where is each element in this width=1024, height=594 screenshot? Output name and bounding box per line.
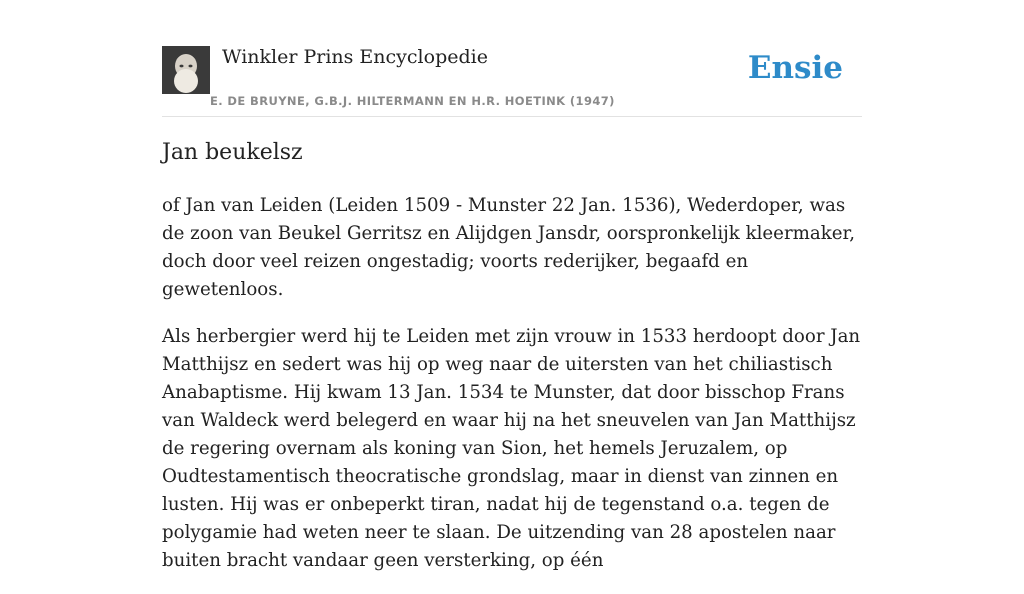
article-title: Jan beukelsz [162, 140, 303, 165]
article-body [162, 192, 862, 594]
author-portrait-icon[interactable] [162, 46, 210, 94]
ensie-logo[interactable]: Ensie [747, 50, 843, 86]
article-paragraph: of Jan van Leiden (Leiden 1509 - Munster 22 Jan. 1536), Wederdoper, was de zoon van Beukel Gerritsz en Alijdgen Jansdr, oorspronkelijk kleermaker, doch door veel reizen ongestadig; voorts rederijker, begaafd en gewetenloos. [162, 195, 855, 300]
source-title[interactable]: Winkler Prins Encyclopedie [222, 46, 488, 68]
authors-line: E. DE BRUYNE, G.B.J. HILTERMANN EN H.R. HOETINK (1947) [210, 94, 615, 108]
article-paragraph: Als herbergier werd hij te Leiden met zijn vrouw in 1533 herdoopt door Jan Matthijsz en sedert was hij op weg naar de uitersten van het chiliastisch Anabaptisme. Hij kwam 13 Jan. 1534 te Munster, dat door bisschop Frans van Waldeck werd belegerd en waar hij na het sneuvelen van Jan Matthijsz de regering overnam als koning van Sion, het hemels Jeruzalem, op Oudtestamentisch theocratische grondslag, maar in dienst van zinnen en lusten. Hij was er onbeperkt tiran, nadat hij de tegenstand o.a. tegen de polygamie had weten neer te slaan. De uitzending van 28 apostelen naar buiten bracht vandaar geen versterking, op één [162, 326, 861, 571]
source-header [162, 46, 862, 117]
